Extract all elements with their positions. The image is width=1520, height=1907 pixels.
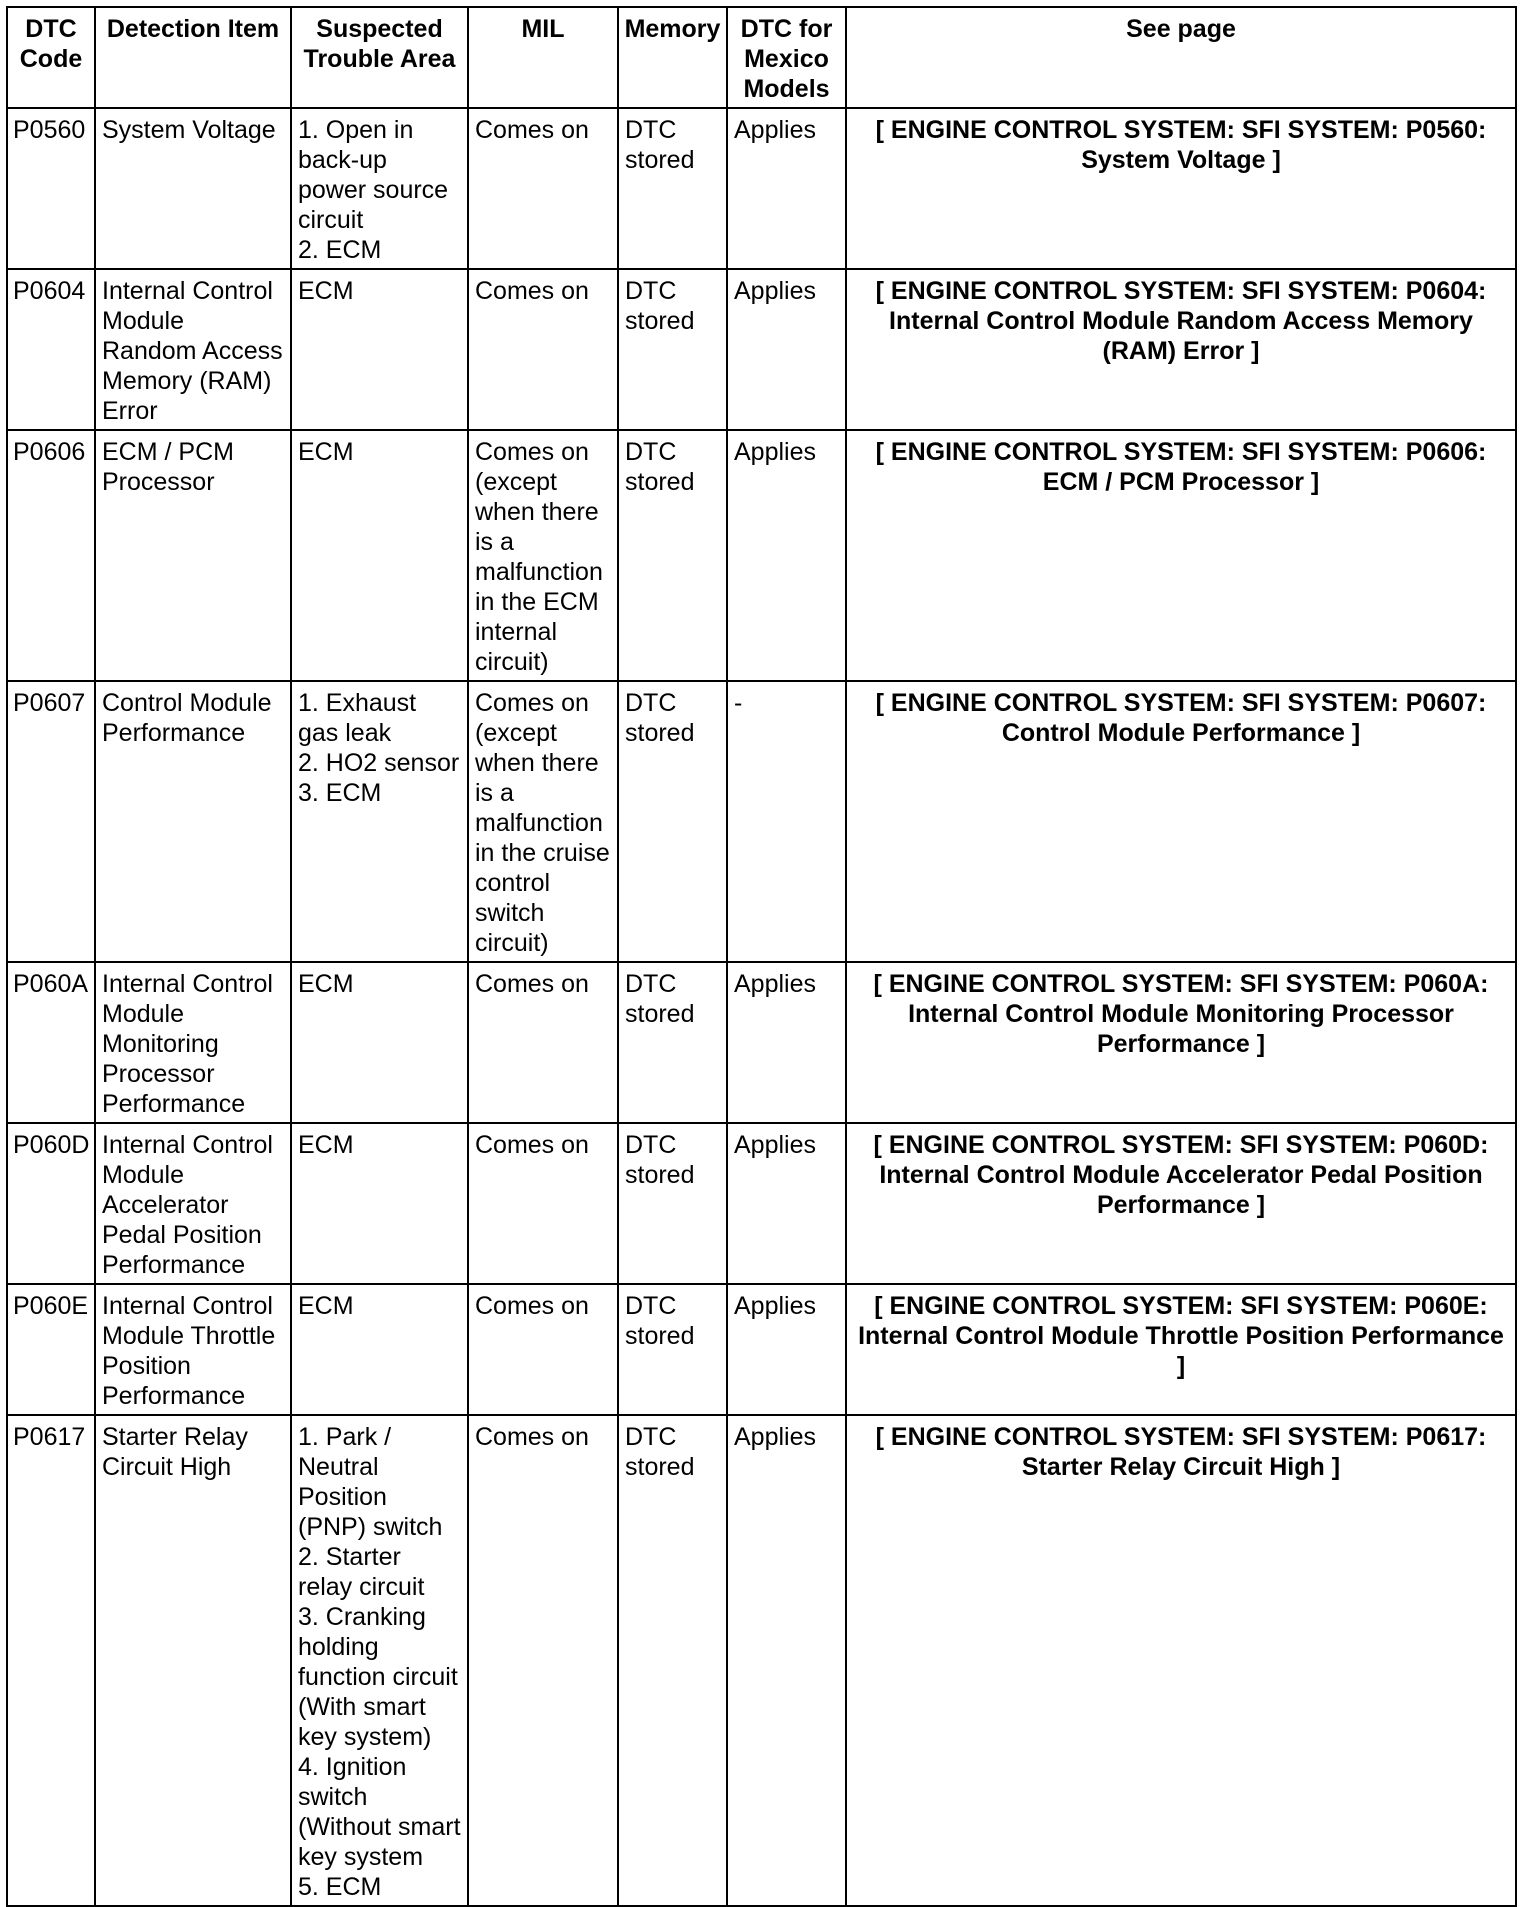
memory-cell: DTC stored (618, 269, 727, 430)
mil-cell: Comes on (468, 1123, 618, 1284)
detection-item-cell: Internal Control Module Accelerator Pedal Position Performance (95, 1123, 291, 1284)
mexico-cell: Applies (727, 962, 846, 1123)
mil-cell: Comes on (468, 1284, 618, 1415)
mexico-cell: Applies (727, 108, 846, 269)
mexico-cell: Applies (727, 1123, 846, 1284)
header-suspected-trouble-area: Suspected Trouble Area (291, 7, 468, 108)
detection-item-cell: Internal Control Module Random Access Memory (RAM) Error (95, 269, 291, 430)
mexico-cell: - (727, 681, 846, 962)
see-page-link[interactable]: [ ENGINE CONTROL SYSTEM: SFI SYSTEM: P060A: Internal Control Module Monitoring Processor Performance ] (846, 962, 1516, 1123)
detection-item-cell: System Voltage (95, 108, 291, 269)
mil-cell: Comes on (468, 108, 618, 269)
trouble-area-cell: 1. Park / Neutral Position (PNP) switch 2. Starter relay circuit 3. Cranking holding function circuit (With smart key system) 4. Ignition switch (Without smart key system 5. ECM (291, 1415, 468, 1906)
mil-cell: Comes on (except when there is a malfunction in the cruise control switch circuit) (468, 681, 618, 962)
detection-item-cell: Control Module Performance (95, 681, 291, 962)
see-page-link[interactable]: [ ENGINE CONTROL SYSTEM: SFI SYSTEM: P060E: Internal Control Module Throttle Position Performance ] (846, 1284, 1516, 1415)
memory-cell: DTC stored (618, 681, 727, 962)
detection-item-cell: ECM / PCM Processor (95, 430, 291, 681)
see-page-link[interactable]: [ ENGINE CONTROL SYSTEM: SFI SYSTEM: P0604: Internal Control Module Random Access Memory (RAM) Error ] (846, 269, 1516, 430)
dtc-code-cell: P0606 (7, 430, 95, 681)
table-row (7, 681, 1516, 962)
trouble-area-cell: ECM (291, 1284, 468, 1415)
see-page-link[interactable]: [ ENGINE CONTROL SYSTEM: SFI SYSTEM: P0617: Starter Relay Circuit High ] (846, 1415, 1516, 1906)
mil-cell: Comes on (468, 1415, 618, 1906)
memory-cell: DTC stored (618, 430, 727, 681)
dtc-code-cell: P060D (7, 1123, 95, 1284)
table-row (7, 1123, 1516, 1284)
header-dtc-mexico: DTC for Mexico Models (727, 7, 846, 108)
header-detection-item: Detection Item (95, 7, 291, 108)
table-row (7, 962, 1516, 1123)
table-row (7, 1415, 1516, 1906)
dtc-code-cell: P0617 (7, 1415, 95, 1906)
mexico-cell: Applies (727, 1415, 846, 1906)
dtc-code-cell: P060A (7, 962, 95, 1123)
trouble-area-cell: 1. Open in back-up power source circuit 2. ECM (291, 108, 468, 269)
trouble-area-cell: ECM (291, 269, 468, 430)
header-memory: Memory (618, 7, 727, 108)
dtc-table (6, 6, 1517, 1907)
dtc-code-cell: P0604 (7, 269, 95, 430)
table-row (7, 1284, 1516, 1415)
memory-cell: DTC stored (618, 108, 727, 269)
see-page-link[interactable]: [ ENGINE CONTROL SYSTEM: SFI SYSTEM: P0607: Control Module Performance ] (846, 681, 1516, 962)
detection-item-cell: Internal Control Module Throttle Position Performance (95, 1284, 291, 1415)
see-page-link[interactable]: [ ENGINE CONTROL SYSTEM: SFI SYSTEM: P0560: System Voltage ] (846, 108, 1516, 269)
memory-cell: DTC stored (618, 1123, 727, 1284)
memory-cell: DTC stored (618, 1284, 727, 1415)
dtc-code-cell: P060E (7, 1284, 95, 1415)
table-row (7, 108, 1516, 269)
dtc-code-cell: P0607 (7, 681, 95, 962)
mil-cell: Comes on (468, 962, 618, 1123)
trouble-area-cell: ECM (291, 430, 468, 681)
trouble-area-cell: ECM (291, 1123, 468, 1284)
table-row (7, 430, 1516, 681)
mexico-cell: Applies (727, 1284, 846, 1415)
see-page-link[interactable]: [ ENGINE CONTROL SYSTEM: SFI SYSTEM: P0606: ECM / PCM Processor ] (846, 430, 1516, 681)
trouble-area-cell: ECM (291, 962, 468, 1123)
header-dtc-code: DTC Code (7, 7, 95, 108)
detection-item-cell: Internal Control Module Monitoring Processor Performance (95, 962, 291, 1123)
mil-cell: Comes on (468, 269, 618, 430)
memory-cell: DTC stored (618, 1415, 727, 1906)
header-row (7, 7, 1516, 108)
dtc-code-cell: P0560 (7, 108, 95, 269)
table-row (7, 269, 1516, 430)
mil-cell: Comes on (except when there is a malfunction in the ECM internal circuit) (468, 430, 618, 681)
header-mil: MIL (468, 7, 618, 108)
trouble-area-cell: 1. Exhaust gas leak 2. HO2 sensor 3. ECM (291, 681, 468, 962)
memory-cell: DTC stored (618, 962, 727, 1123)
mexico-cell: Applies (727, 430, 846, 681)
detection-item-cell: Starter Relay Circuit High (95, 1415, 291, 1906)
header-see-page: See page (846, 7, 1516, 108)
see-page-link[interactable]: [ ENGINE CONTROL SYSTEM: SFI SYSTEM: P060D: Internal Control Module Accelerator Pedal Position Performance ] (846, 1123, 1516, 1284)
mexico-cell: Applies (727, 269, 846, 430)
